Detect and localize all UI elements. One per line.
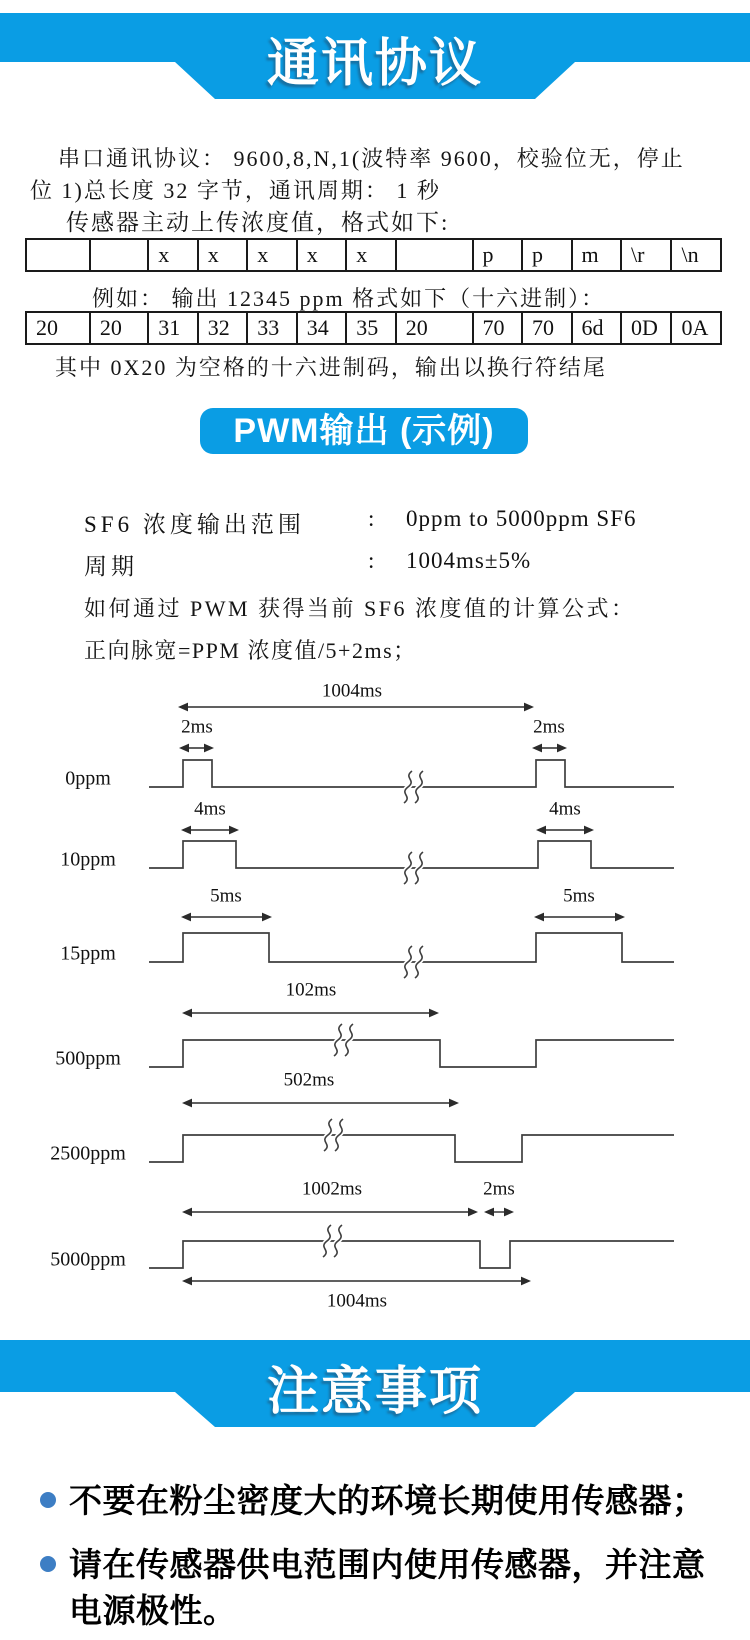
arrowhead-right-icon: [521, 1277, 531, 1286]
row-label: 500ppm: [55, 1047, 121, 1070]
frame-format-cell: x: [147, 240, 197, 270]
break-mark-icon: [415, 852, 423, 884]
arrowhead-left-icon: [179, 744, 189, 753]
bullet-dot-icon: [40, 1492, 56, 1508]
dimension-label: 2ms: [181, 716, 213, 738]
arrowhead-left-icon: [484, 1208, 494, 1217]
serial-protocol-text-line2: 位 1)总长度 32 字节，通讯周期： 1 秒: [30, 178, 441, 203]
arrowhead-right-icon: [204, 744, 214, 753]
waveform-line: [149, 933, 674, 962]
arrowhead-right-icon: [557, 744, 567, 753]
break-mark-icon: [334, 1225, 342, 1257]
frame-format-cell: x: [345, 240, 395, 270]
break-mark-icon: [415, 946, 423, 978]
row-label: 10ppm: [60, 848, 116, 871]
frame-format-cell: [395, 240, 472, 270]
dimension-label: 102ms: [285, 979, 337, 1001]
dimension-label: 2ms: [483, 1178, 515, 1200]
break-mark-icon: [324, 1119, 332, 1151]
arrowhead-left-icon: [181, 826, 191, 835]
example-hex-cell: 0D: [620, 313, 670, 343]
arrowhead-right-icon: [229, 826, 239, 835]
spec-row-period: [0, 548, 750, 580]
break-mark-icon: [335, 1119, 343, 1151]
arrowhead-left-icon: [182, 1009, 192, 1018]
frame-format-cell: x: [296, 240, 346, 270]
break-mark-icon: [415, 946, 423, 978]
arrowhead-left-icon: [182, 1277, 192, 1286]
arrowhead-left-icon: [178, 703, 188, 712]
arrowhead-left-icon: [182, 1099, 192, 1108]
spec-colon: :: [368, 506, 375, 531]
example-hex-cell: 20: [89, 313, 147, 343]
hex-space-note: 其中 0X20 为空格的十六进制码，输出以换行符结尾: [55, 355, 607, 380]
frame-format-cell: p: [472, 240, 522, 270]
precaution-item: [40, 1542, 730, 1634]
frame-format-table: [25, 238, 722, 272]
example-hex-cell: 0A: [670, 313, 720, 343]
break-mark-icon: [334, 1225, 342, 1257]
frame-format-cell: x: [246, 240, 296, 270]
waveform-row-2500ppm: [50, 1069, 674, 1164]
example-hex-table: [25, 311, 722, 345]
spec-name: SF6 浓度输出范围: [84, 512, 305, 537]
break-mark-icon: [404, 852, 412, 884]
comm-protocol-banner-title: 通讯协议: [266, 35, 483, 93]
arrowhead-left-icon: [532, 744, 542, 753]
frame-format-cell: [89, 240, 147, 270]
example-hex-cell: 32: [197, 313, 247, 343]
arrowhead-left-icon: [181, 913, 191, 922]
example-hex-cell: 20: [36, 315, 58, 340]
waveform-line: [149, 1040, 674, 1067]
break-mark-icon: [415, 771, 423, 803]
break-mark-icon: [404, 946, 412, 978]
spec-colon: :: [368, 548, 375, 573]
break-mark-icon: [404, 771, 412, 803]
dimension-label: 5ms: [210, 885, 242, 907]
frame-format-cell: [27, 240, 89, 270]
dimension-label: 4ms: [194, 798, 226, 820]
arrowhead-right-icon: [468, 1208, 478, 1217]
waveform-row-5000ppm: [50, 1178, 674, 1311]
row-label: 5000ppm: [50, 1248, 126, 1271]
arrowhead-right-icon: [262, 913, 272, 922]
frame-format-cell: p: [521, 240, 571, 270]
arrowhead-left-icon: [182, 1208, 192, 1217]
example-hex-cell: 33: [246, 313, 296, 343]
example-hex-cell: 70: [521, 313, 571, 343]
dimension-label: 5ms: [563, 885, 595, 907]
break-mark-icon: [323, 1225, 331, 1257]
row-label: 15ppm: [60, 942, 116, 965]
waveform-line: [149, 760, 674, 787]
spec-value: 0ppm to 5000ppm SF6: [406, 506, 637, 531]
arrowhead-left-icon: [536, 826, 546, 835]
break-mark-icon: [345, 1024, 353, 1056]
row-label: 2500ppm: [50, 1142, 126, 1165]
waveform-row-500ppm: [55, 979, 674, 1069]
break-mark-icon: [324, 1119, 332, 1151]
waveform-line: [149, 1135, 674, 1162]
break-mark-icon: [415, 771, 423, 803]
waveform-row-10ppm: [60, 798, 674, 884]
dimension-label: 502ms: [283, 1069, 335, 1091]
frame-format-cell: \r: [620, 240, 670, 270]
frame-format-cell: x: [197, 240, 247, 270]
dimension-label: 1004ms: [321, 680, 383, 702]
pwm-formula: 正向脉宽=PPM 浓度值/5+2ms；: [84, 638, 417, 663]
bullet-dot-icon: [40, 1556, 56, 1572]
waveform-line: [149, 841, 674, 868]
break-mark-icon: [404, 946, 412, 978]
break-mark-icon: [404, 771, 412, 803]
frame-format-cell: \n: [670, 240, 720, 270]
dimension-label: 2ms: [533, 716, 565, 738]
pwm-formula-intro: 如何通过 PWM 获得当前 SF6 浓度值的计算公式：: [84, 596, 636, 621]
example-hex-cell: 35: [345, 313, 395, 343]
break-mark-icon: [334, 1024, 342, 1056]
frame-format-cell: m: [571, 240, 621, 270]
waveform-row-15ppm: [60, 885, 674, 978]
dimension-label: 1002ms: [301, 1178, 363, 1200]
break-mark-icon: [404, 852, 412, 884]
arrowhead-right-icon: [504, 1208, 514, 1217]
example-hex-cell: 6d: [571, 313, 621, 343]
break-mark-icon: [323, 1225, 331, 1257]
arrowhead-right-icon: [615, 913, 625, 922]
dimension-label: 4ms: [549, 798, 581, 820]
precautions-banner-title: 注意事项: [266, 1363, 483, 1421]
precaution-text: 请在传感器供电范围内使用传感器，并注意电源极性。: [69, 1546, 706, 1629]
serial-protocol-text-line1: 串口通讯协议： 9600,8,N,1(波特率 9600，校验位无，停止: [58, 146, 685, 171]
upload-format-note: 传感器主动上传浓度值，格式如下:: [66, 210, 450, 235]
waveform-line: [149, 1241, 674, 1268]
break-mark-icon: [334, 1024, 342, 1056]
break-mark-icon: [415, 852, 423, 884]
pwm-output-heading: PWM输出 (示例): [200, 408, 528, 454]
arrowhead-right-icon: [584, 826, 594, 835]
example-note: 例如： 输出 12345 ppm 格式如下（十六进制）：: [92, 286, 606, 311]
spec-value: 1004ms±5%: [406, 548, 532, 573]
waveform-row-0ppm: [65, 680, 674, 803]
example-hex-cell: 20: [395, 313, 472, 343]
arrowhead-right-icon: [449, 1099, 459, 1108]
arrowhead-right-icon: [429, 1009, 439, 1018]
example-hex-cell: 31: [147, 313, 197, 343]
example-hex-cell: 34: [296, 313, 346, 343]
arrowhead-left-icon: [534, 913, 544, 922]
example-hex-cell: 70: [472, 313, 522, 343]
spec-row-range: [0, 506, 750, 538]
spec-name: 周期: [84, 554, 138, 579]
dimension-label: 1004ms: [326, 1290, 388, 1312]
row-label: 0ppm: [65, 767, 111, 790]
precaution-item: [40, 1478, 730, 1524]
arrowhead-right-icon: [524, 703, 534, 712]
break-mark-icon: [345, 1024, 353, 1056]
precaution-text: 不要在粉尘密度大的环境长期使用传感器；: [69, 1482, 706, 1519]
break-mark-icon: [335, 1119, 343, 1151]
